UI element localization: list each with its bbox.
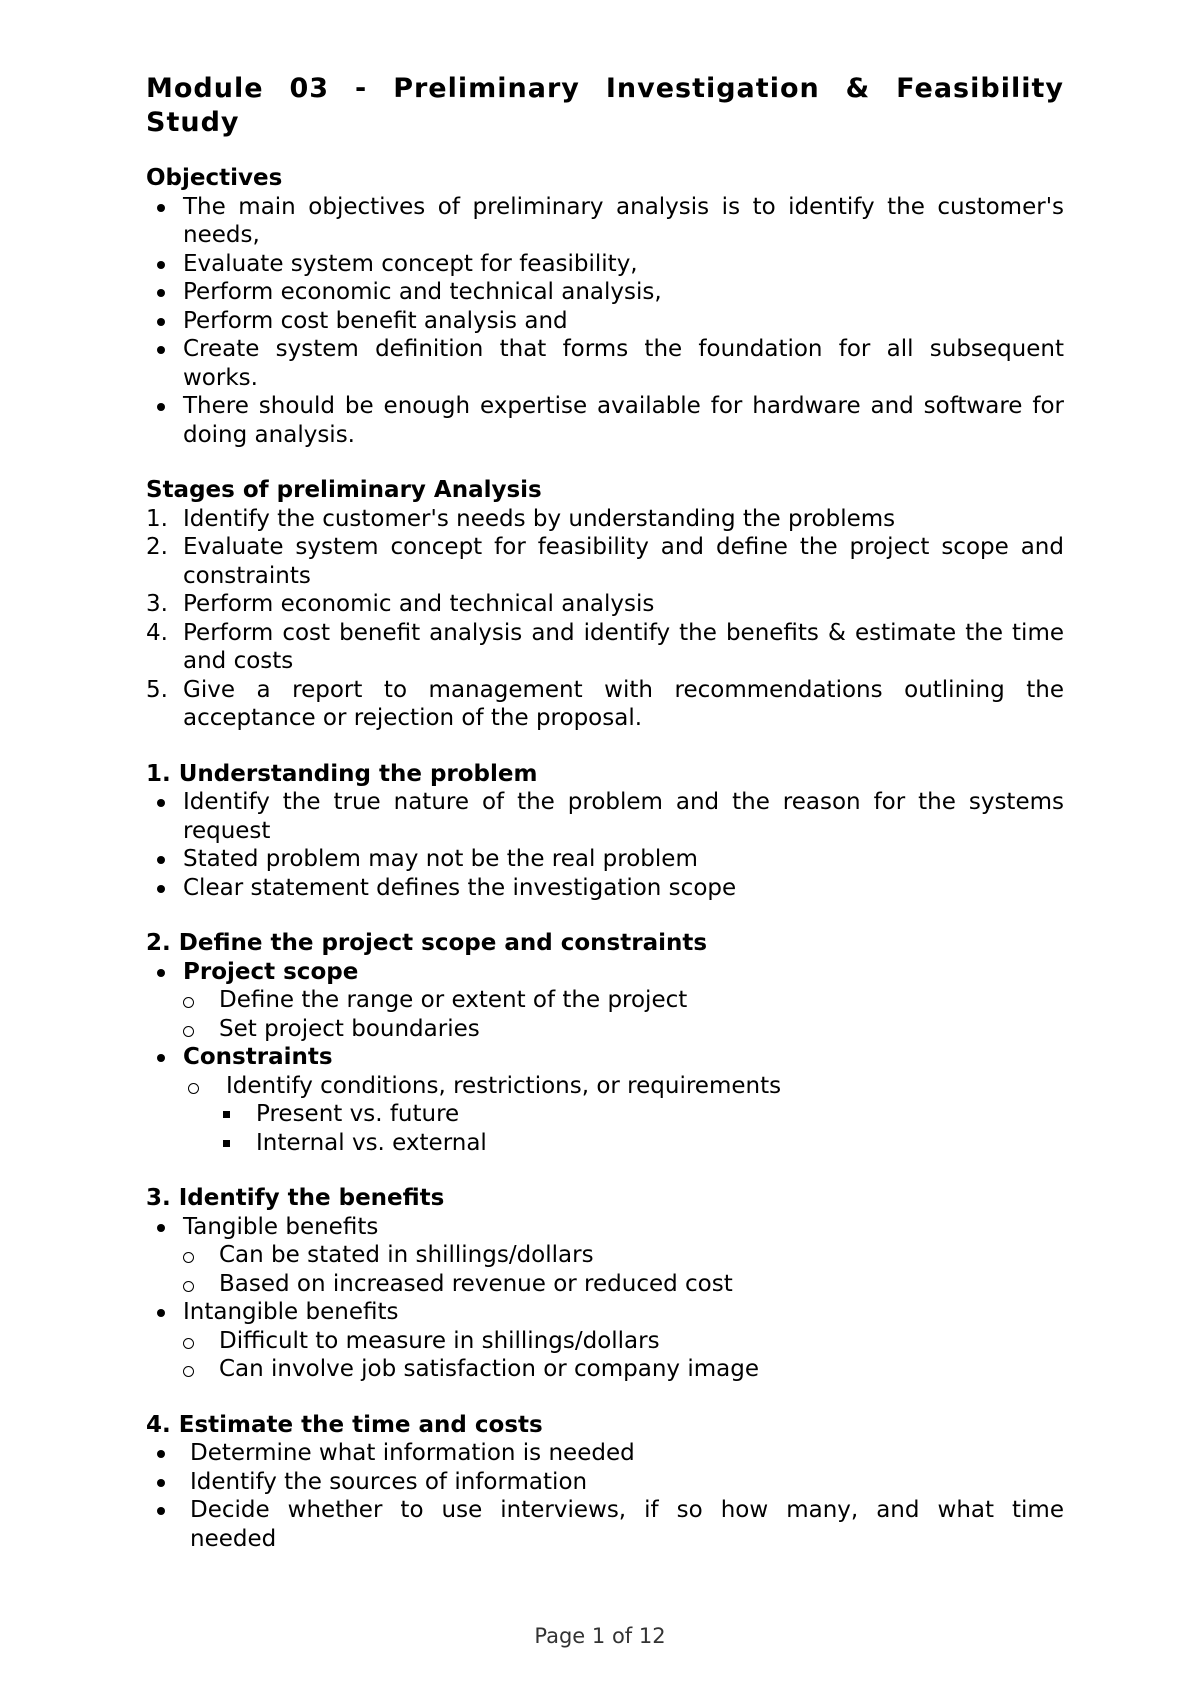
list-item: Clear statement defines the investigation scope (146, 874, 1064, 903)
list-item: Identify the true nature of the problem and the reason for the systems request (146, 788, 1064, 845)
estimate-heading: 4. Estimate the time and costs (146, 1411, 543, 1438)
list-item: Create system definition that forms the foundation for all subsequent works. (146, 335, 1064, 392)
stages-heading: Stages of preliminary Analysis (146, 477, 542, 503)
list-item: Stated problem may not be the real problem (146, 845, 1064, 874)
numbered-item: 5. Give a report to management with recommendations outlining the acceptance or rejection of the proposal. (146, 676, 1064, 731)
list-item: Project scope (146, 958, 1064, 987)
bullet-icon (157, 969, 165, 977)
scope-section (146, 929, 1064, 1157)
list-item: Perform economic and technical analysis, (146, 278, 1064, 307)
sub-list-item: Can be stated in shillings/dollars (146, 1241, 1064, 1270)
bullet-icon (157, 856, 165, 864)
list-item: There should be enough expertise available for hardware and software for doing analysis. (146, 392, 1064, 449)
scope-heading: 2. Define the project scope and constraints (146, 930, 708, 956)
sub-list-item: Can involve job satisfaction or company image (146, 1355, 1064, 1384)
page-number: Page 1 of 12 (534, 1624, 666, 1648)
numbered-item: 3. Perform economic and technical analysis (146, 591, 655, 617)
numbered-item: 2. Evaluate system concept for feasibility and define the project scope and constraints (146, 534, 1064, 589)
list-item: Evaluate system concept for feasibility, (146, 250, 1064, 279)
square-bullet-icon (223, 1111, 230, 1118)
understanding-section (146, 760, 1064, 903)
bullet-icon (157, 346, 165, 354)
bullet-icon (157, 289, 165, 297)
numbered-item: 1. Identify the customer's needs by understanding the problems (146, 505, 896, 532)
objectives-heading: Objectives (146, 165, 283, 191)
bullet-icon (157, 799, 165, 807)
list-item: Perform cost benefit analysis and (146, 307, 1064, 336)
bullet-icon (157, 1450, 165, 1458)
list-item: Determine what information is needed (146, 1439, 1064, 1468)
list-item: Identify the sources of information (146, 1468, 1064, 1497)
bullet-icon (157, 1479, 165, 1487)
bullet-icon (157, 204, 165, 212)
bullet-icon (157, 1224, 165, 1232)
bullet-icon (157, 885, 165, 893)
list-item: Tangible benefits (146, 1213, 1064, 1242)
circle-bullet-icon (183, 997, 194, 1008)
list-item: Intangible benefits (146, 1298, 1064, 1327)
benefits-heading: 3. Identify the benefits (146, 1185, 445, 1211)
list-item: Decide whether to use interviews, if so how many, and what time needed (146, 1496, 1064, 1553)
sub-list-item: Identify conditions, restrictions, or requirements (146, 1072, 1064, 1101)
bullet-icon (157, 318, 165, 326)
circle-bullet-icon (183, 1252, 194, 1263)
sub-list-item: Based on increased revenue or reduced cost (146, 1270, 1064, 1299)
estimate-section (146, 1411, 1064, 1554)
circle-bullet-icon (183, 1366, 194, 1377)
circle-bullet-icon (188, 1083, 199, 1094)
page-title: Module 03 - Preliminary Investigation & Feasibility Study (146, 73, 1064, 138)
bullet-icon (157, 1309, 165, 1317)
benefits-section (146, 1184, 1064, 1384)
bullet-icon (157, 1507, 165, 1515)
understanding-heading: 1. Understanding the problem (146, 760, 538, 787)
sub-list-item: Difficult to measure in shillings/dollars (146, 1327, 1064, 1356)
sub-sub-list-item: Present vs. future (146, 1100, 1064, 1129)
sub-list-item: Set project boundaries (146, 1015, 1064, 1044)
sub-sub-list-item: Internal vs. external (146, 1129, 1064, 1158)
numbered-item: 4. Perform cost benefit analysis and identify the benefits & estimate the time and costs (146, 619, 1064, 674)
document-body (146, 72, 1064, 1580)
stages-section (146, 476, 1064, 733)
bullet-icon (157, 261, 165, 269)
list-item: Constraints (146, 1043, 1064, 1072)
bullet-icon (157, 403, 165, 411)
objectives-section (146, 164, 1064, 449)
bullet-icon (157, 1054, 165, 1062)
circle-bullet-icon (183, 1281, 194, 1292)
sub-list-item: Define the range or extent of the project (146, 986, 1064, 1015)
square-bullet-icon (223, 1140, 230, 1147)
circle-bullet-icon (183, 1338, 194, 1349)
list-item: The main objectives of preliminary analysis is to identify the customer's needs, (146, 193, 1064, 250)
circle-bullet-icon (183, 1026, 194, 1037)
